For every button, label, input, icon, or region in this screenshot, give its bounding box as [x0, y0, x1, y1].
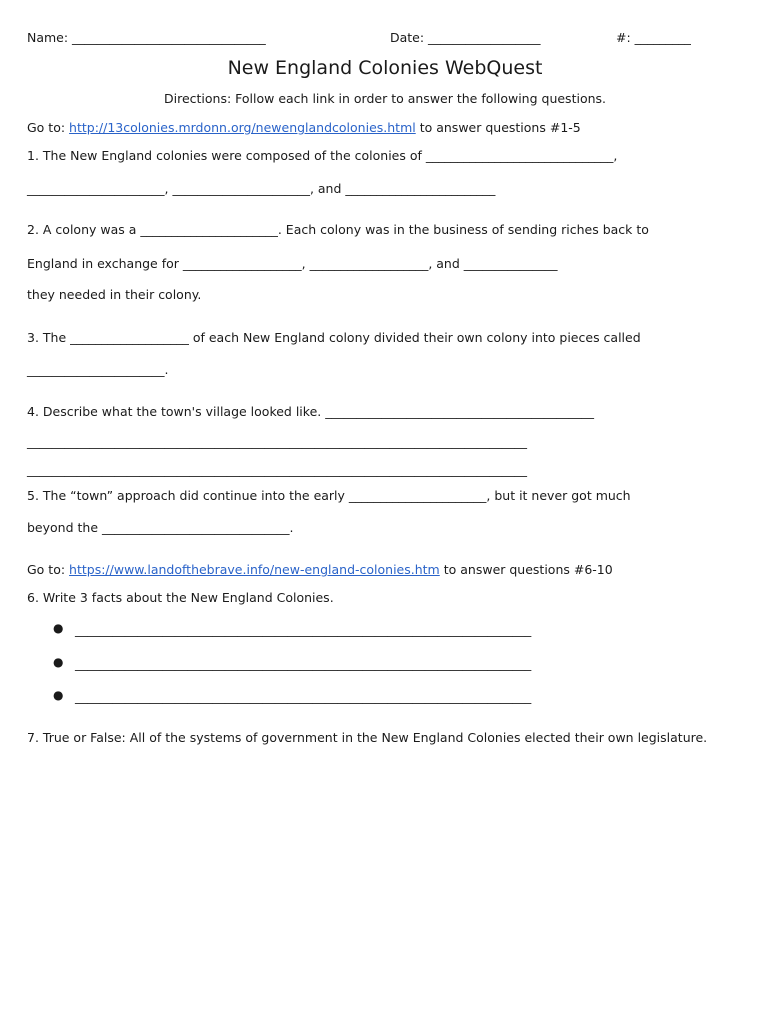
- fact-answer-line-3: _________________________________________________________________________: [75, 689, 532, 704]
- number-field: [616, 30, 691, 46]
- question-5-line-2: beyond the ______________________________.: [27, 520, 294, 535]
- question-4-answer-line-2: ________________________________________________________________________________: [27, 462, 527, 477]
- mrdonn-link[interactable]: http://13colonies.mrdonn.org/newenglandcolonies.html: [69, 120, 416, 135]
- fact-answer-line-2: _________________________________________________________________________: [75, 656, 532, 671]
- goto-line-1: [27, 120, 581, 136]
- goto-line-2: [27, 562, 613, 578]
- bullet-icon: ●: [53, 655, 64, 669]
- goto-suffix: to answer questions #1-5: [415, 120, 581, 135]
- page-title: New England Colonies WebQuest: [227, 57, 543, 79]
- question-1-line-2: ______________________, ______________________, and ________________________: [27, 181, 496, 196]
- question-4-line-1: 4. Describe what the town's village looked like. ___________________________________________: [27, 404, 594, 419]
- goto-prefix: Go to:: [27, 120, 70, 135]
- question-3-line-1: 3. The ___________________ of each New England colony divided their own colony into pieces called: [27, 330, 641, 345]
- question-2-line-2: England in exchange for ___________________, ___________________, and _______________: [27, 256, 558, 271]
- goto-suffix: to answer questions #6-10: [439, 562, 613, 577]
- question-6-line-1: 6. Write 3 facts about the New England Colonies.: [27, 590, 334, 605]
- question-2-line-3: they needed in their colony.: [27, 287, 202, 302]
- directions-text: Directions: Follow each link in order to answer the following questions.: [163, 91, 606, 106]
- question-1-line-1: 1. The New England colonies were composed of the colonies of ______________________________,: [27, 148, 618, 163]
- goto-prefix: Go to:: [27, 562, 70, 577]
- question-7-line-1: 7. True or False: All of the systems of government in the New England Colonies elected their own legislature.: [27, 730, 708, 745]
- landofthebrave-link[interactable]: https://www.landofthebrave.info/new-england-colonies.htm: [69, 562, 440, 577]
- question-3-line-2: ______________________.: [27, 362, 169, 377]
- question-2-line-1: 2. A colony was a ______________________. Each colony was in the business of sending riches back to: [27, 222, 649, 237]
- name-label: Name: _______________________________: [27, 30, 266, 45]
- bullet-icon: ●: [53, 621, 64, 635]
- number-label: #: _________: [616, 30, 691, 45]
- date-field: [390, 30, 541, 46]
- fact-answer-line-1: _________________________________________________________________________: [75, 622, 532, 637]
- date-label: Date: __________________: [390, 30, 541, 45]
- question-4-answer-line-1: ________________________________________________________________________________: [27, 434, 527, 449]
- bullet-icon: ●: [53, 688, 64, 702]
- question-5-line-1: 5. The “town” approach did continue into the early ______________________, but it never got much: [27, 488, 631, 503]
- name-field: [27, 30, 266, 46]
